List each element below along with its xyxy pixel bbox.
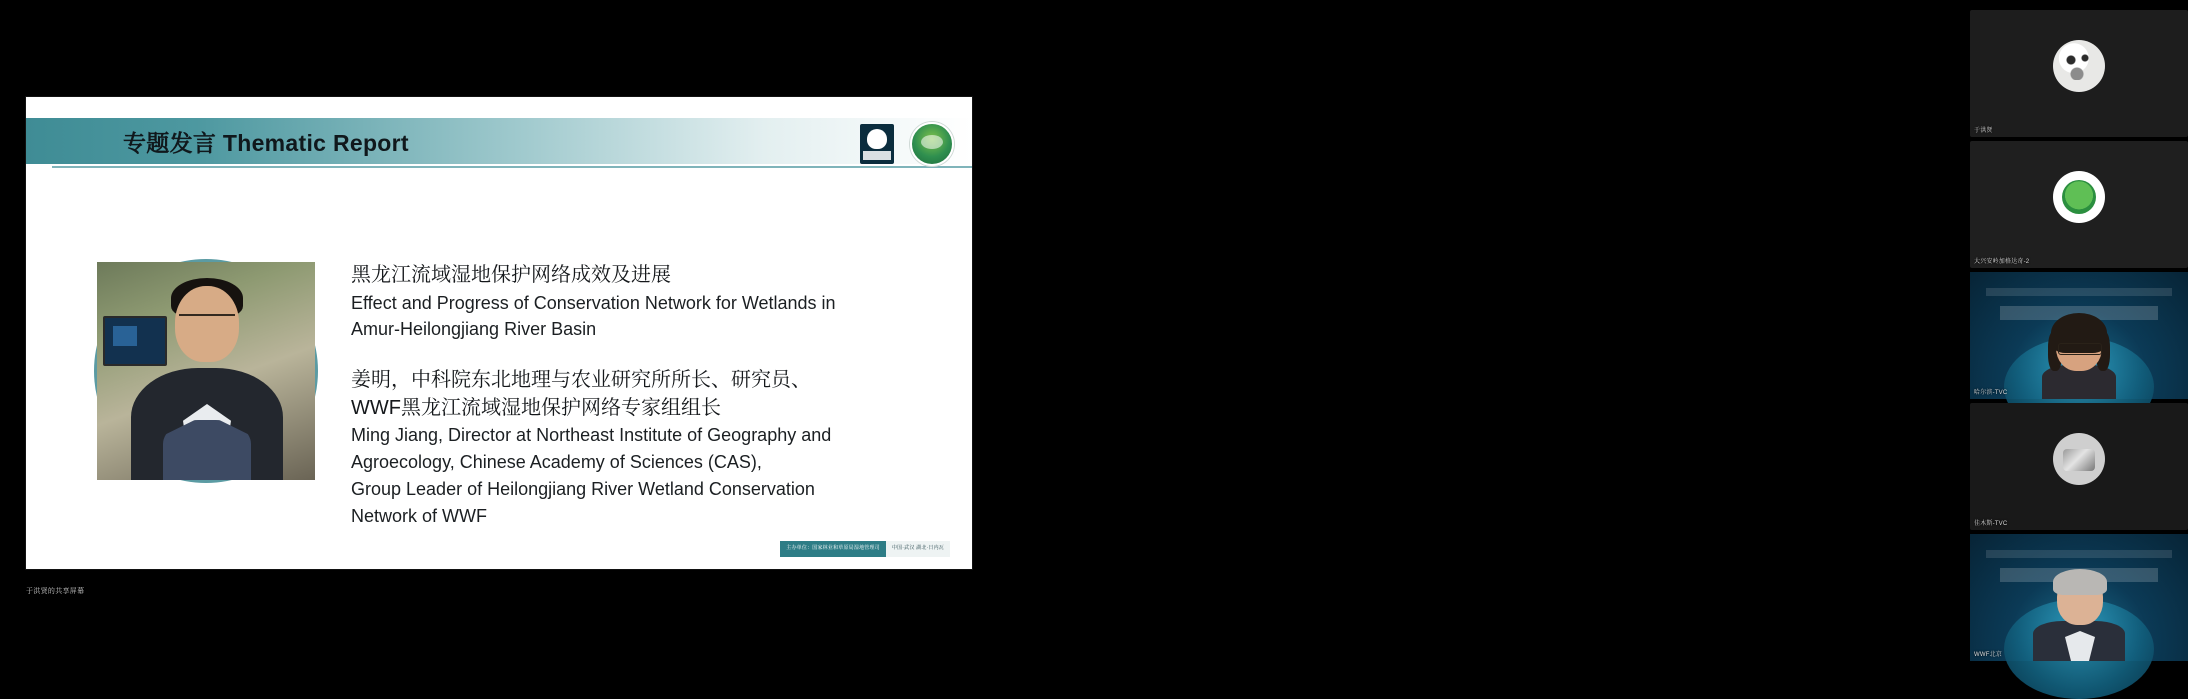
slide-footer-left: 主办单位：国家林业和草原局湿地管理司 bbox=[780, 541, 886, 557]
slide-bio-en-line3: Group Leader of Heilongjiang River Wetland Conservation bbox=[351, 479, 815, 499]
slide-title-cn: 黑龙江流域湿地保护网络成效及进展 bbox=[351, 264, 671, 286]
participant-name-4: WWF北京 bbox=[1974, 652, 2002, 658]
slide-title-en-line1: Effect and Progress of Conservation Network for Wetlands in bbox=[351, 293, 836, 313]
avatar bbox=[2053, 433, 2105, 485]
participant-tile-1[interactable] bbox=[1970, 141, 2188, 268]
participant-name-1: 大兴安岭加格达奇-2 bbox=[1974, 259, 2030, 265]
participant-tile-2[interactable] bbox=[1970, 272, 2188, 399]
shared-screen-presenter-label: 于洪贤的共享屏幕 bbox=[26, 588, 85, 595]
slide-footer-right: 中国·武汉 湖北·日内瓦 bbox=[886, 541, 950, 557]
presentation-slide bbox=[26, 97, 972, 569]
slide-footer bbox=[780, 541, 950, 557]
wwf-logo-icon bbox=[860, 124, 894, 164]
shared-screen-area[interactable] bbox=[0, 0, 985, 672]
participant-name-3: 佳木斯-TVC bbox=[1974, 521, 2008, 527]
avatar bbox=[2053, 171, 2105, 223]
slide-header-title: 专题发言 Thematic Report bbox=[123, 130, 409, 156]
conference-logo-icon bbox=[910, 122, 954, 166]
avatar bbox=[2053, 40, 2105, 92]
slide-bio-en-line1: Ming Jiang, Director at Northeast Institute of Geography and bbox=[351, 425, 832, 445]
participant-video-4 bbox=[1970, 534, 2188, 661]
slide-logos bbox=[860, 122, 954, 166]
slide-bio-en-line4: Network of WWF bbox=[351, 506, 488, 526]
slide-bio-cn-line1: 姜明，中科院东北地理与农业研究所所长、研究员、 bbox=[351, 369, 811, 391]
slide-header-rule bbox=[52, 166, 972, 168]
slide-text-block bbox=[351, 261, 951, 530]
participant-video-2 bbox=[1970, 272, 2188, 399]
participant-tile-4[interactable] bbox=[1970, 534, 2188, 661]
slide-title-en-line2: Amur-Heilongjiang River Basin bbox=[351, 319, 597, 339]
participant-name-2: 哈尔滨-TVC bbox=[1974, 390, 2008, 396]
slide-bio-en-line2: Agroecology, Chinese Academy of Sciences (CAS), bbox=[351, 452, 762, 472]
participant-name-0: 于洪贤 bbox=[1974, 128, 1993, 134]
participant-filmstrip[interactable] bbox=[985, 0, 2030, 672]
speaker-portrait bbox=[94, 259, 318, 483]
participant-tile-0[interactable] bbox=[1970, 10, 2188, 137]
slide-bio-cn-line2: WWF黑龙江流域湿地保护网络专家组组长 bbox=[351, 397, 721, 419]
participant-tile-3[interactable] bbox=[1970, 403, 2188, 530]
